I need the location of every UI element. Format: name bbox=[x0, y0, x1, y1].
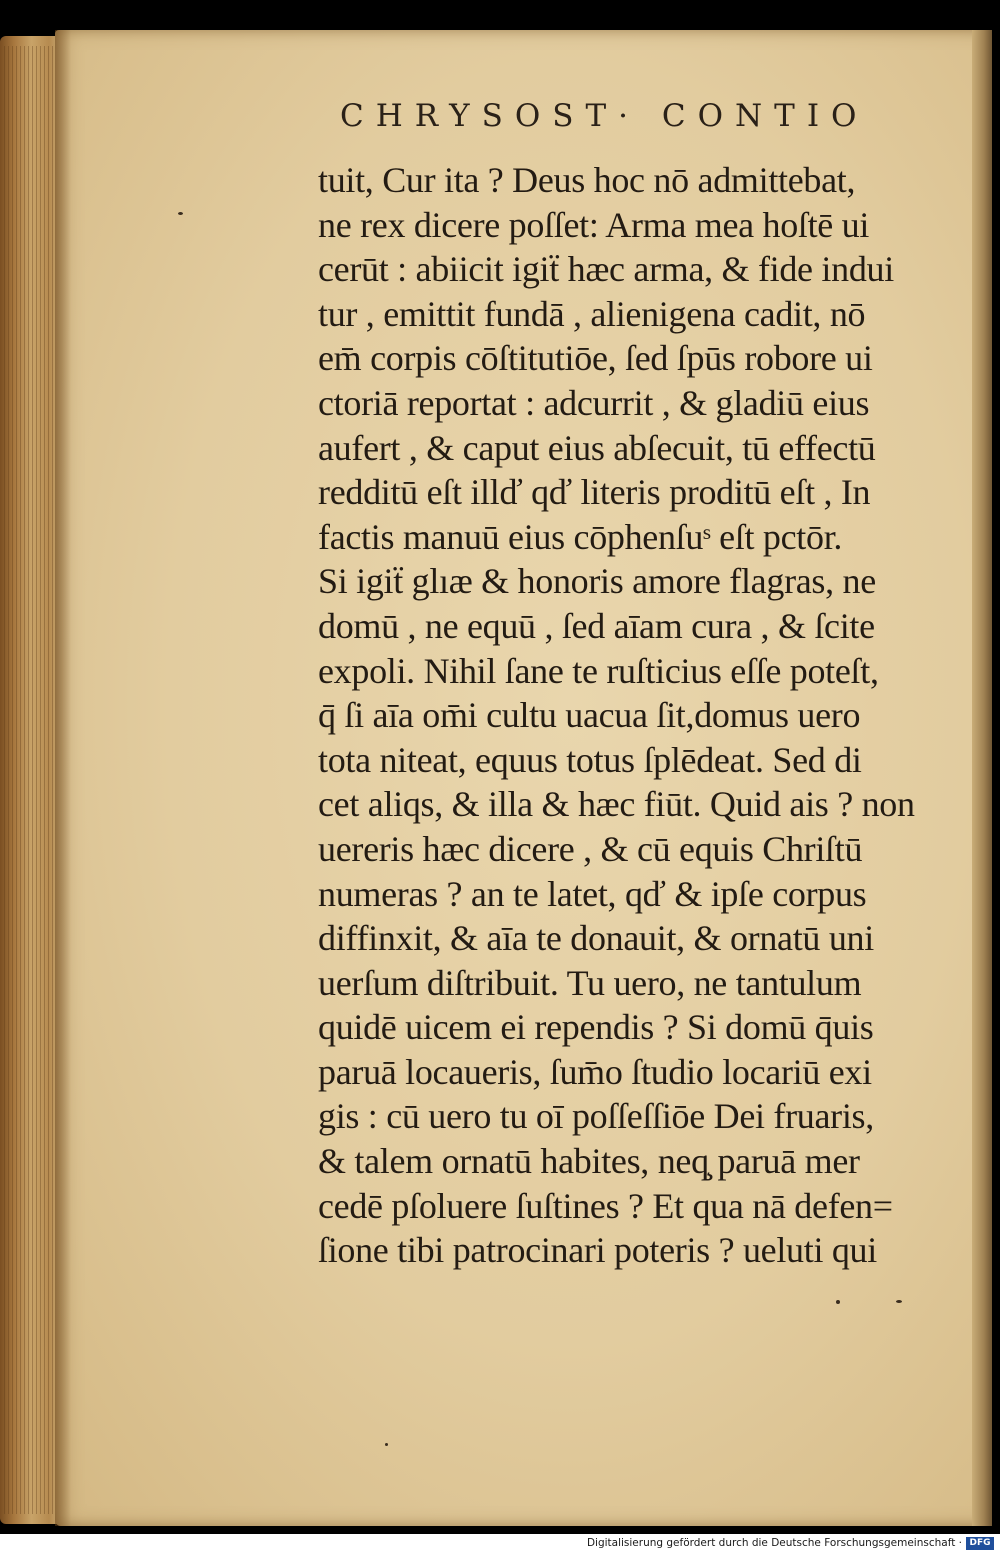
dfg-logo: DFG bbox=[966, 1537, 994, 1550]
text-line: uerſum diſtribuit. Tu uero, ne tantulum bbox=[318, 962, 862, 1003]
text-line: aufert , & caput eius abſecuit, tū effectū bbox=[318, 427, 876, 468]
ink-speck bbox=[178, 212, 183, 215]
text-block bbox=[318, 158, 958, 1273]
text-line: ſione tibi patrocinari poteris ? ueluti qui bbox=[318, 1230, 877, 1271]
text-line: redditū eſt illď qď literis proditū eſt , In bbox=[318, 472, 871, 513]
text-line: numeras ? an te latet, qď & ipſe corpus bbox=[318, 873, 867, 914]
text-line: gis : cū uero tu oī poſſeſſiōe Dei fruaris, bbox=[318, 1096, 874, 1137]
text-line: domū , ne equū , ſed aīam cura , & ſcite bbox=[318, 605, 875, 646]
page-edge-lines bbox=[4, 46, 56, 1514]
credit-bar bbox=[0, 1534, 1000, 1554]
text-line: uereris hæc dicere , & cū equis Chriſtū bbox=[318, 828, 863, 869]
text-line: & talem ornatū habites, neq̧ paruā mer bbox=[318, 1141, 860, 1182]
running-head: CHRYSOST· CONTIO bbox=[340, 98, 869, 134]
text-line: ne rex dicere poſſet: Arma mea hoſtē ui bbox=[318, 204, 870, 245]
text-line: factis manuū eius cōphenſuˢ eſt pctōr. bbox=[318, 516, 843, 557]
text-line: cedē pſoluere ſuſtines ? Et qua nā defen= bbox=[318, 1185, 893, 1226]
ink-speck bbox=[385, 1443, 388, 1446]
page-right-edge bbox=[972, 30, 992, 1526]
text-line: expoli. Nihil ſane te ruſticius eſſe poteſt, bbox=[318, 650, 879, 691]
text-line: paruā locaueris, ſum̄o ſtudio locariū exi bbox=[318, 1051, 872, 1092]
text-line: tur , emittit fundā , alienigena cadit, nō bbox=[318, 293, 866, 334]
text-line: cet aliqs, & illa & hæc fiūt. Quid ais ? non bbox=[318, 784, 915, 825]
page-gutter-shadow bbox=[55, 30, 71, 1526]
ink-speck bbox=[836, 1300, 840, 1304]
credit-text: Digitalisierung gefördert durch die Deutsche Forschungsgemeinschaft · bbox=[586, 1537, 962, 1549]
text-line: em̄ corpis cōſtitutiōe, ſed ſpūs robore ui bbox=[318, 338, 873, 379]
text-line: Si igiẗ glıæ & honoris amore flagras, ne bbox=[318, 561, 876, 602]
text-line: ctoriā reportat : adcurrit , & gladiū eius bbox=[318, 382, 870, 423]
text-line: quidē uicem ei rependis ? Si domū q̄uis bbox=[318, 1007, 874, 1048]
text-line: cerūt : abiicit igiẗ hæc arma, & fide indui bbox=[318, 249, 894, 290]
text-line: q̄ ſi aīa om̄i cultu uacua ſit,domus uero bbox=[318, 695, 861, 736]
text-line: tuit, Cur ita ? Deus hoc nō admittebat, bbox=[318, 160, 856, 200]
text-line: tota niteat, equus totus ſplēdeat. Sed di bbox=[318, 739, 862, 780]
ink-speck bbox=[896, 1300, 902, 1303]
text-line: diffinxit, & aīa te donauit, & ornatū uni bbox=[318, 918, 874, 959]
